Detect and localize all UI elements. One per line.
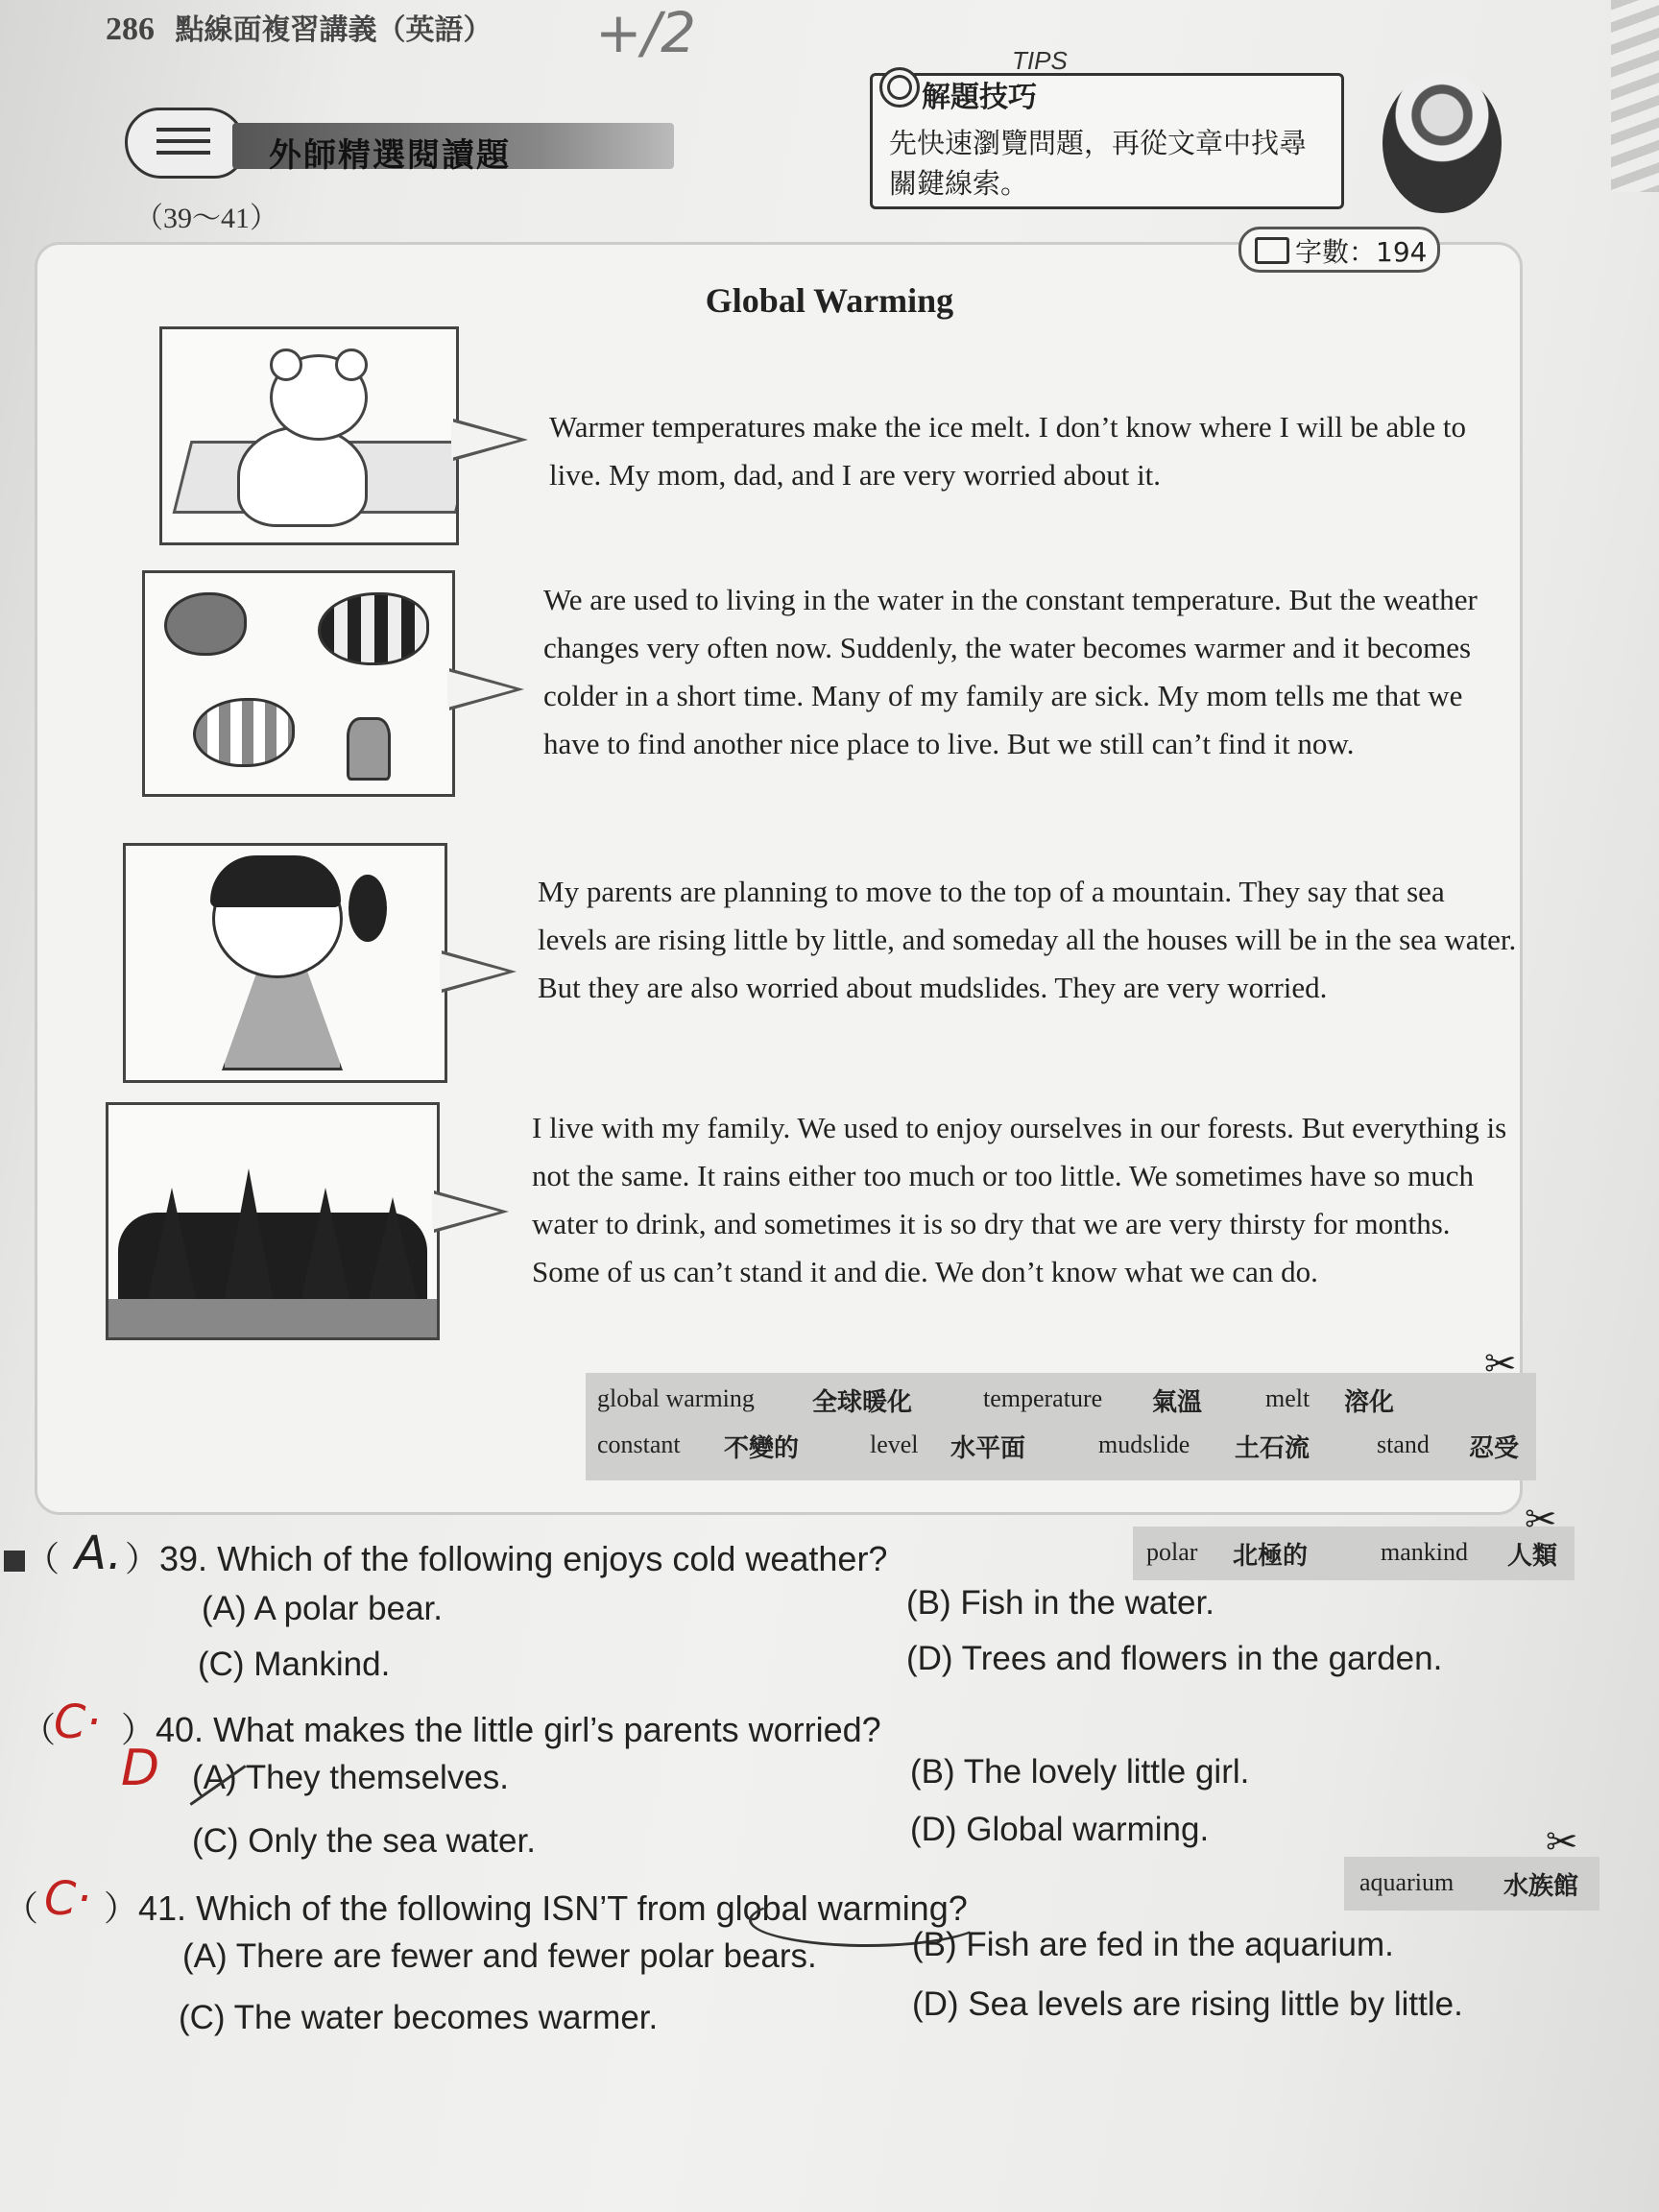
question-40-prefix: （ bbox=[21, 1710, 57, 1749]
tips-text: 先快速瀏覽問題，再從文章中找尋關鍵線索。 bbox=[889, 127, 1308, 200]
word-count: 字數：194 bbox=[1295, 236, 1428, 268]
fish-picture bbox=[142, 570, 455, 797]
answer-40: C· bbox=[54, 1695, 101, 1749]
option-39b: (B) Fish in the water. bbox=[906, 1584, 1214, 1622]
score-mark: +/2 bbox=[595, 0, 697, 65]
option-39c: (C) Mankind. bbox=[198, 1646, 391, 1683]
option-40d: (D) Global warming. bbox=[910, 1811, 1210, 1848]
answer-39: A. bbox=[75, 1527, 122, 1580]
cloud-icon bbox=[125, 108, 246, 179]
word-count-badge bbox=[1238, 227, 1440, 273]
question-41-prefix: （ bbox=[4, 1888, 39, 1928]
option-40a: (A) They themselves. bbox=[192, 1759, 510, 1796]
page-number: 286 bbox=[106, 12, 155, 47]
vocabulary-q39: polar 北極的 mankind 人類 bbox=[1133, 1527, 1575, 1580]
target-icon bbox=[879, 67, 920, 108]
passage-title: Global Warming bbox=[705, 281, 954, 320]
binder-edge bbox=[1611, 0, 1659, 192]
option-39a: (A) A polar bear. bbox=[202, 1590, 443, 1627]
forest-picture bbox=[106, 1102, 440, 1340]
butterfly-icon: ✂ bbox=[1525, 1498, 1557, 1542]
question-39: ）39. Which of the following enjoys cold weather? bbox=[125, 1539, 888, 1578]
butterfly-icon: ✂ bbox=[1546, 1820, 1578, 1864]
paragraph-1: Warmer temperatures make the ice melt. I don’t know where I will be able to live. My mom, dad, and I are very worried about it. bbox=[549, 410, 1466, 492]
vocabulary-q41: aquarium 水族館 bbox=[1344, 1857, 1599, 1911]
butterfly-icon: ✂ bbox=[1484, 1342, 1517, 1386]
option-39d: (D) Trees and flowers in the garden. bbox=[906, 1640, 1443, 1677]
polar-bear-picture bbox=[159, 326, 459, 545]
book-title: 點線面複習講義（英語） bbox=[175, 14, 493, 46]
section-title: 外師精選閱讀題 bbox=[269, 136, 511, 175]
option-41d: (D) Sea levels are rising little by little. bbox=[912, 1985, 1463, 2023]
vocabulary-box: global warming 全球暖化 temperature 氣溫 melt 溶化 constant 不變的 level 水平面 mudslide 土石流 stand 忍受 bbox=[586, 1373, 1536, 1480]
girl-picture bbox=[123, 843, 447, 1083]
page-header bbox=[106, 6, 493, 48]
question-41: ）41. Which of the following ISN’T from global warming? bbox=[104, 1888, 968, 1928]
correction-40: D bbox=[121, 1740, 160, 1797]
option-41a: (A) There are fewer and fewer polar bears. bbox=[182, 1937, 817, 1975]
teacher-photo bbox=[1382, 73, 1502, 213]
question-40: ）40. What makes the little girl’s parents worried? bbox=[121, 1710, 881, 1749]
answer-41: C· bbox=[44, 1872, 91, 1926]
option-40c: (C) Only the sea water. bbox=[192, 1822, 536, 1860]
option-40b: (B) The lovely little girl. bbox=[910, 1753, 1250, 1791]
paragraph-4: I live with my family. We used to enjoy ourselves in our forests. But everything is not the same. It rains either too much or too little. We sometimes have so much water to drink, and sometimes it is so dry that we are very thirsty for months. Some of us can’t stand it and die. We don’t know what we can do. bbox=[532, 1111, 1507, 1288]
option-41b: (B) Fish are fed in the aquarium. bbox=[912, 1926, 1394, 1963]
book-icon bbox=[1255, 237, 1289, 264]
question-39-prefix: （ bbox=[4, 1532, 60, 1581]
option-41c: (C) The water becomes warmer. bbox=[179, 1999, 659, 2036]
paragraph-3: My parents are planning to move to the top of a mountain. They say that sea levels are rising little by little, and someday all the houses will be in the sea water. But they are also worried about mudslides. They are very worried. bbox=[538, 875, 1517, 1004]
paragraph-2: We are used to living in the water in the constant temperature. But the weather changes very often now. Suddenly, the water becomes warmer and it becomes colder in a short time. Many of my family are sick. My mom tells me that we have to find another nice place to live. But we still can’t find it now. bbox=[543, 583, 1478, 760]
tips-heading: 解題技巧 bbox=[922, 81, 1037, 114]
tips-label: TIPS bbox=[1012, 46, 1068, 75]
question-range: （39～41） bbox=[134, 203, 278, 234]
